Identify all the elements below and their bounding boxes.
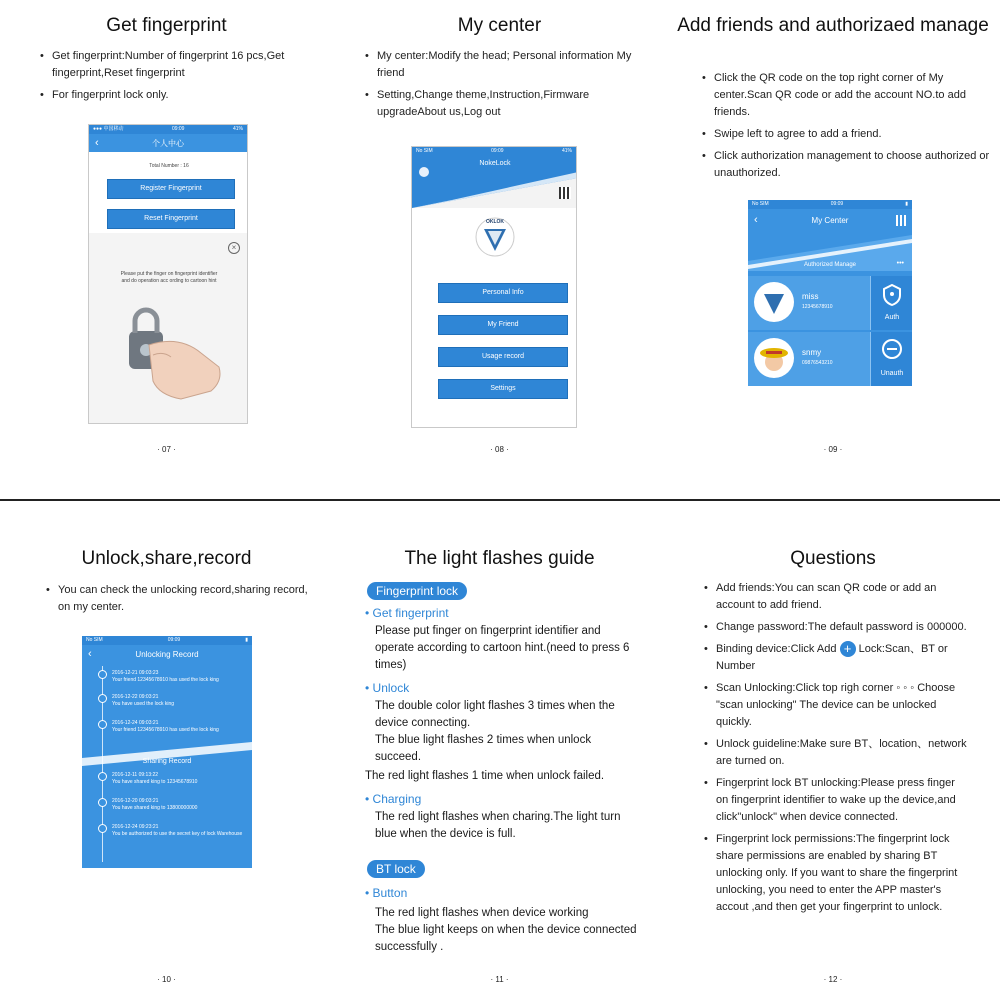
binding-text-post: Lock:Scan、BT or Number — [716, 643, 948, 672]
record-text: You be authorized to use the secret key of lock Warehouse — [112, 831, 243, 837]
logo-text: OKLOK — [485, 219, 505, 225]
record-item — [112, 772, 246, 786]
button-text: The blue light keeps on when the device connected successfully . — [375, 924, 637, 953]
page-number: · 10 · — [157, 975, 176, 984]
avatar — [754, 338, 794, 378]
page-title: Unlock,share,record — [81, 548, 252, 569]
timeline-dot — [98, 824, 107, 833]
bullet-list — [46, 582, 316, 621]
my-friend-button[interactable]: My Friend — [438, 315, 568, 335]
timeline-dot — [98, 720, 107, 729]
nav-title: My Center — [811, 215, 849, 225]
bullet-item: • Get fingerprint:Number of fingerprint 16 pcs,Get fingerprint,Reset fingerprint — [40, 48, 310, 82]
avatar — [754, 282, 794, 322]
nav-bar — [82, 645, 252, 663]
page-10 — [0, 530, 333, 1000]
record-text: You have shared king to 13800000000 — [112, 805, 198, 811]
page-title: My center — [457, 15, 542, 36]
unlock-text: The double color light flashes 3 times when the device connecting. — [375, 700, 615, 729]
friend-row[interactable] — [748, 332, 912, 386]
phone-screenshot — [411, 146, 577, 428]
button-heading: • Button — [365, 886, 407, 900]
bullet-item: • Unlock guideline:Make sure BT、location、network are turned on. — [704, 736, 970, 770]
total-number: Total Number : 16 — [149, 163, 189, 169]
timeline-dot — [98, 670, 107, 679]
status-carrier: No SIM — [416, 148, 433, 154]
page-title: Questions — [790, 548, 876, 569]
usage-record-button[interactable]: Usage record — [438, 347, 568, 367]
status-carrier: No SIM — [752, 201, 769, 207]
record-date: 2016-12-24 09:23:21 — [112, 824, 159, 830]
qr-code-icon[interactable] — [559, 187, 571, 199]
bullet-item: • Scan Unlocking:Click top righ corner ◦ ◦ ◦ Choose "scan unlocking" The device can be unlocked quickly. — [704, 680, 970, 731]
bt-lock-pill: BT lock — [367, 860, 425, 878]
bullet-item: • Fingerprint lock BT unlocking:Please press finger on fingerprint identifier to wake up the device,and click"unlock" when device connected. — [704, 775, 970, 826]
page-number: · 07 · — [157, 445, 176, 454]
record-date: 2016-12-24 09:03:21 — [112, 720, 159, 726]
status-time: 09:09 — [491, 148, 504, 154]
record-text: Your friend 12345678910 has used the lock king — [112, 677, 219, 683]
unauth-label: Unauth — [880, 370, 904, 377]
page-number: · 08 · — [490, 445, 509, 454]
cartoon-avatar-icon — [754, 338, 794, 378]
page-12 — [666, 530, 1000, 1000]
unauth-button[interactable] — [870, 332, 912, 386]
record-text: You have shared king to 12345678910 — [112, 779, 198, 785]
hand-fingerprint-icon — [109, 295, 229, 405]
unlock-text: The blue light flashes 2 times when unlock succeed. — [375, 734, 592, 763]
nav-title: NokeLock — [479, 160, 511, 167]
minus-circle-icon — [881, 338, 903, 360]
bullet-item: • Swipe left to agree to add a friend. — [702, 126, 992, 143]
get-fingerprint-heading: • Get fingerprint — [365, 606, 449, 620]
bullet-item: • My center:Modify the head; Personal information My friend — [365, 48, 655, 82]
get-fingerprint-text: Please put finger on fingerprint identifier and operate according to cartoon hint.(need to press 6 times) — [375, 625, 630, 671]
friend-name: snmy — [802, 348, 822, 357]
bullet-item — [704, 641, 970, 675]
reset-fingerprint-button[interactable]: Reset Fingerprint — [107, 209, 235, 229]
record-text: Your friend 12345678910 has used the lock king — [112, 727, 219, 733]
status-bar: No SIM 09:09 ▮ — [82, 636, 252, 645]
close-icon[interactable]: × — [228, 242, 240, 254]
add-plus-icon: + — [840, 641, 856, 657]
phone-screenshot — [748, 200, 912, 386]
nav-bar — [748, 209, 912, 231]
page-title: Get fingerprint — [106, 15, 227, 36]
page-divider — [0, 499, 1000, 501]
bullet-item: • You can check the unlocking record,sharing record, on my center. — [46, 582, 316, 616]
status-battery: 41% — [561, 148, 572, 154]
status-time: 09:09 — [830, 201, 844, 207]
back-arrow-icon[interactable]: ‹ — [88, 647, 92, 660]
page-11 — [333, 530, 666, 1000]
status-carrier: No SIM — [86, 637, 103, 643]
fingerprint-lock-pill: Fingerprint lock — [367, 582, 467, 600]
button-text: The red light flashes when device working — [375, 907, 589, 919]
unlock-text: The red light flashes 1 time when unlock failed. — [365, 770, 605, 782]
page-09 — [666, 0, 1000, 470]
status-bar — [412, 147, 576, 156]
auth-button[interactable] — [870, 276, 912, 330]
friend-number: 09876543210 — [802, 360, 833, 366]
record-text: You have used the lock king — [112, 701, 175, 707]
page-number: · 09 · — [823, 445, 843, 454]
charging-heading: • Charging — [365, 792, 421, 806]
page-title: The light flashes guide — [404, 548, 595, 569]
back-arrow-icon[interactable]: ‹ — [754, 213, 758, 226]
nav-title: 个人中心 — [152, 138, 184, 148]
timeline-dot — [98, 798, 107, 807]
timeline-dot — [98, 772, 107, 781]
settings-button[interactable]: Settings — [438, 379, 568, 399]
section-title: Authorized Manage — [803, 262, 857, 268]
phone-screenshot — [88, 124, 248, 424]
register-fingerprint-button[interactable]: Register Fingerprint — [107, 179, 235, 199]
status-bar: ●●● 中国移动 09:09 41% — [89, 125, 247, 134]
bullet-item: • Click authorization management to choose authorized or unauthorized. — [702, 148, 992, 182]
phone-screenshot — [82, 636, 252, 868]
charging-text: The red light flashes when charing.The light turn blue when the device is full. — [375, 811, 621, 840]
qr-code-icon[interactable] — [896, 215, 907, 226]
bullet-item: • Click the QR code on the top right corner of My center.Scan QR code or add the account NO.to add friends. — [702, 70, 992, 121]
page-08 — [333, 0, 666, 470]
status-bar: No SIM 09:09 ▮ — [748, 200, 912, 209]
record-item — [112, 798, 246, 812]
bullet-item: • Change password:The default password is 000000. — [704, 619, 970, 636]
bullet-list — [365, 48, 655, 126]
friend-number: 12345678910 — [802, 304, 833, 310]
sharing-title: Sharing Record — [142, 758, 192, 765]
back-arrow-icon[interactable]: ‹ — [95, 136, 99, 149]
page-07 — [0, 0, 333, 470]
record-item — [112, 670, 246, 684]
record-date: 2016-12-22 09:03:21 — [112, 694, 159, 700]
binding-text-pre: Binding device:Click Add — [716, 643, 837, 655]
page-number: · 12 · — [823, 975, 843, 984]
personal-info-button[interactable]: Personal Info — [438, 283, 568, 303]
avatar-icon[interactable] — [419, 167, 429, 177]
unlock-heading: • Unlock — [365, 681, 409, 695]
bullet-list — [702, 70, 992, 187]
friend-name: miss — [802, 292, 819, 301]
record-item — [112, 694, 246, 708]
record-date: 2016-12-21 09:03:23 — [112, 670, 159, 676]
shield-icon — [882, 284, 902, 306]
nav-bar — [89, 134, 247, 152]
bullet-item: • Setting,Change theme,Instruction,Firmware upgradeAbout us,Log out — [365, 87, 655, 121]
bullet-list — [704, 580, 970, 921]
record-date: 2016-12-20 09:03:21 — [112, 798, 159, 804]
friend-row[interactable] — [748, 276, 912, 330]
bullet-item: • Add friends:You can scan QR code or add an account to add friend. — [704, 580, 970, 614]
more-icon[interactable]: ••• — [896, 260, 904, 267]
finger-hint-text: Please put the finger on fingerprint identifier and do operation acc ording to cartoon hint — [120, 271, 218, 284]
record-item — [112, 720, 246, 734]
bullet-list — [40, 48, 310, 109]
page-number: · 11 · — [490, 975, 509, 984]
record-date: 2016-12-11 09:13:22 — [112, 772, 159, 778]
bullet-item: • Fingerprint lock permissions:The fingerprint lock share permissions are enabled by sharing BT unlocking only. If you want to share the fingerprint unlocking, you need to enter the APP master's accout ,and then get your fingerprint to unlock. — [704, 831, 970, 916]
nav-title: Unlocking Record — [135, 649, 199, 659]
bullet-item: • For fingerprint lock only. — [40, 87, 310, 104]
timeline-dot — [98, 694, 107, 703]
record-item — [112, 824, 246, 838]
page-title: Add friends and authorizaed manage — [677, 15, 989, 36]
oklok-avatar-icon — [754, 282, 794, 322]
status-time: 09:09 — [167, 637, 181, 643]
auth-label: Auth — [884, 314, 900, 321]
